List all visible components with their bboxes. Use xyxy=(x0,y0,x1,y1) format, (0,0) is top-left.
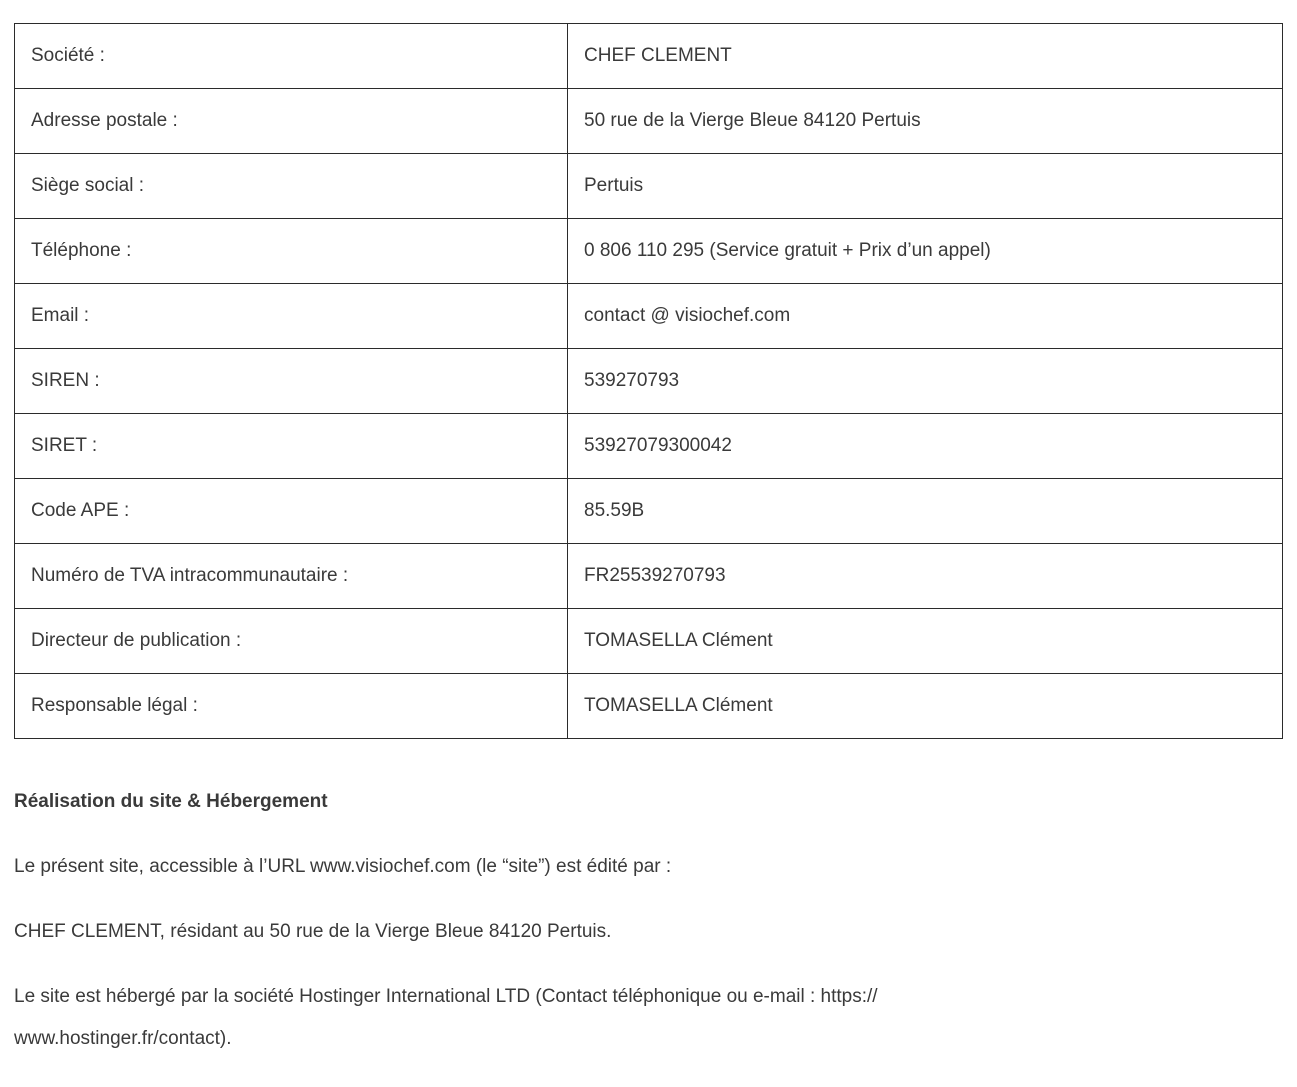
table-row xyxy=(15,674,1283,739)
row-label-cell: SIREN : xyxy=(15,349,568,414)
hosting-heading: Réalisation du site & Hébergement xyxy=(14,791,328,812)
hosting-section xyxy=(14,789,1283,1060)
table-row xyxy=(15,609,1283,674)
row-value-cell: 85.59B xyxy=(568,479,1283,544)
row-label-cell: Numéro de TVA intracommunautaire : xyxy=(15,544,568,609)
row-label-cell: SIRET : xyxy=(15,414,568,479)
paragraph-line: Le site est hébergé par la société Hostinger International LTD (Contact téléphonique ou e-mail : https:// xyxy=(14,986,878,1007)
row-label-cell: Email : xyxy=(15,284,568,349)
row-value-cell: TOMASELLA Clément xyxy=(568,609,1283,674)
table-row xyxy=(15,24,1283,89)
table-row xyxy=(15,284,1283,349)
row-label-cell: Téléphone : xyxy=(15,219,568,284)
company-info-table xyxy=(14,23,1283,739)
row-label-cell: Responsable légal : xyxy=(15,674,568,739)
table-row xyxy=(15,89,1283,154)
paragraph-hosting-provider xyxy=(14,976,1283,1060)
row-label-cell: Directeur de publication : xyxy=(15,609,568,674)
row-value-cell: CHEF CLEMENT xyxy=(568,24,1283,89)
row-value-cell: 50 rue de la Vierge Bleue 84120 Pertuis xyxy=(568,89,1283,154)
row-label-cell: Société : xyxy=(15,24,568,89)
paragraph-line: Le présent site, accessible à l’URL www.visiochef.com (le “site”) est édité par : xyxy=(14,856,672,877)
table-row xyxy=(15,154,1283,219)
row-value-cell: contact @ visiochef.com xyxy=(568,284,1283,349)
row-value-cell: Pertuis xyxy=(568,154,1283,219)
row-value-cell: 539270793 xyxy=(568,349,1283,414)
row-label-cell: Adresse postale : xyxy=(15,89,568,154)
row-value-cell: 53927079300042 xyxy=(568,414,1283,479)
company-info-rows xyxy=(15,24,1283,739)
table-row xyxy=(15,349,1283,414)
table-row xyxy=(15,479,1283,544)
paragraph-editor-address xyxy=(14,911,1283,953)
table-row xyxy=(15,414,1283,479)
row-label-cell: Siège social : xyxy=(15,154,568,219)
row-value-cell: TOMASELLA Clément xyxy=(568,674,1283,739)
paragraph-line: www.hostinger.fr/contact). xyxy=(14,1028,232,1049)
paragraph-site-edited-by xyxy=(14,846,1283,888)
table-row xyxy=(15,544,1283,609)
row-value-cell: FR25539270793 xyxy=(568,544,1283,609)
row-label-cell: Code APE : xyxy=(15,479,568,544)
row-value-cell: 0 806 110 295 (Service gratuit + Prix d’un appel) xyxy=(568,219,1283,284)
table-row xyxy=(15,219,1283,284)
paragraph-line: CHEF CLEMENT, résidant au 50 rue de la Vierge Bleue 84120 Pertuis. xyxy=(14,921,612,942)
